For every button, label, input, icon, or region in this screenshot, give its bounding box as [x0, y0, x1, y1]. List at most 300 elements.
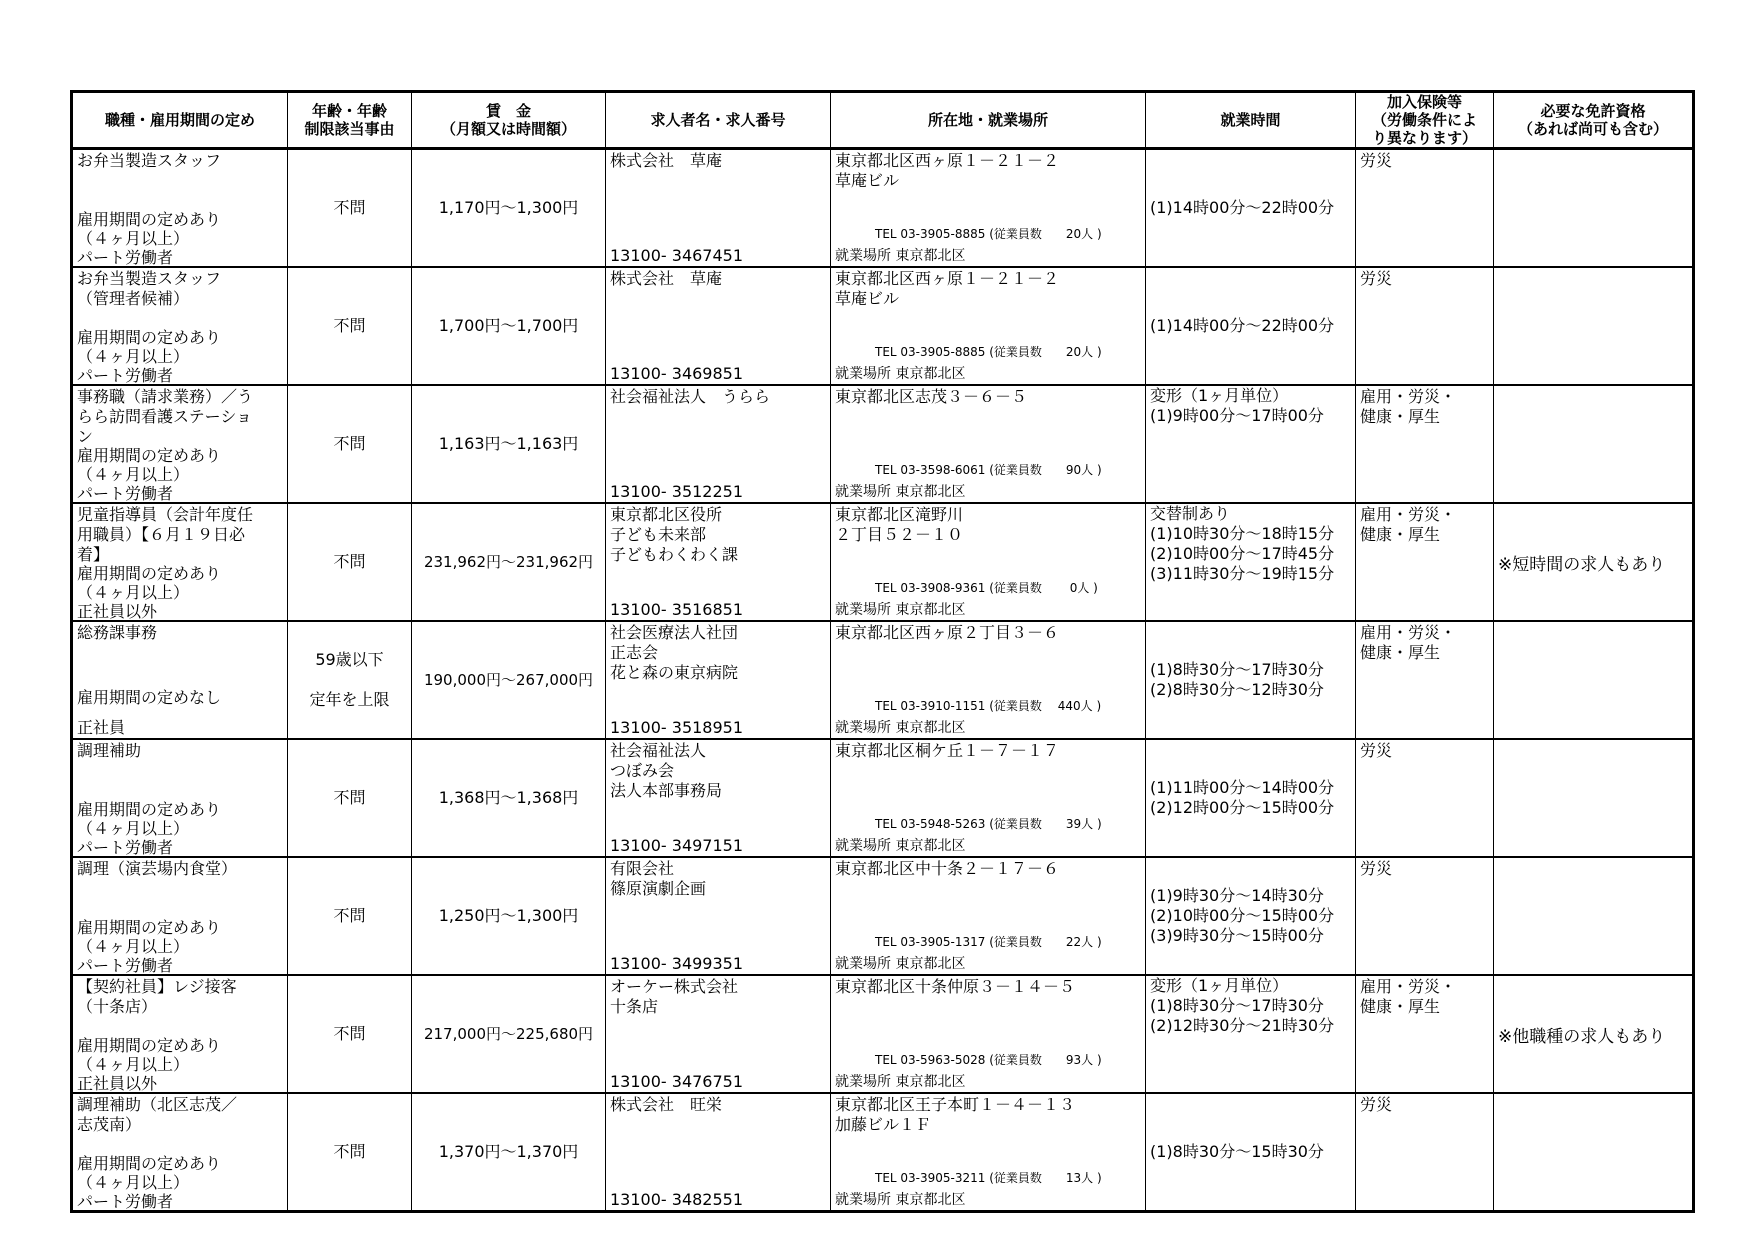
employer-name-line: 花と森の東京病院	[610, 663, 739, 682]
job-number: 13100- 3467451	[610, 246, 744, 265]
employment-period-line: 雇用期間の定めあり	[77, 1036, 222, 1055]
qualification-cell	[1494, 503, 1694, 621]
job-title	[77, 1095, 285, 1135]
job-title-cell	[72, 621, 288, 739]
wage	[412, 976, 605, 1092]
employment-period-line: 雇用期間の定めあり	[77, 328, 222, 347]
address	[835, 151, 1143, 191]
wage-cell	[412, 739, 606, 857]
phone-and-staff-count: TEL 03-3905-1317 (従業員数 22人 )	[875, 935, 1102, 949]
job-number: 13100- 3499351	[610, 954, 744, 973]
qualification-note	[1494, 150, 1692, 266]
employer-content	[606, 1094, 830, 1210]
employment-period	[77, 328, 221, 384]
workplace: 就業場所 東京都北区	[835, 956, 966, 972]
employer-name-line: 社会福祉法人 うらら	[610, 387, 771, 406]
age-cell	[288, 857, 412, 975]
qualification-note	[1494, 1094, 1692, 1210]
working-hours-line: (1)8時30分～17時30分	[1150, 660, 1324, 679]
workplace: 就業場所 東京都北区	[835, 366, 966, 382]
wage-value: 1,163円～1,163円	[438, 434, 579, 453]
working-hours	[1150, 386, 1353, 426]
address-line: ２丁目５２－１０	[835, 525, 964, 544]
location-cell	[831, 1093, 1146, 1212]
hours-content	[1146, 386, 1355, 502]
age-limit	[288, 858, 411, 974]
insurance	[1360, 387, 1491, 427]
job-row	[72, 621, 1694, 739]
age-limit-line: 不問	[333, 906, 366, 925]
job-title-line: 用職員）【６月１９日必	[77, 525, 246, 544]
age-limit-line: 定年を上限	[309, 690, 390, 709]
working-hours-line: 変形（1ヶ月単位）	[1150, 976, 1289, 995]
address-line: 加藤ビル１Ｆ	[835, 1115, 932, 1134]
workplace: 就業場所 東京都北区	[835, 602, 966, 618]
address	[835, 1095, 1143, 1135]
wage-value: 190,000円～267,000円	[423, 671, 594, 689]
qualification-note	[1494, 858, 1692, 974]
wage-cell	[412, 1093, 606, 1212]
wage-value: 1,170円～1,300円	[438, 198, 579, 217]
qualification-note	[1494, 740, 1692, 856]
insurance-content	[1356, 268, 1493, 384]
job-title-content	[73, 858, 287, 974]
job-title-line: （十条店）	[77, 997, 158, 1016]
header-label: 所在地・就業場所	[927, 111, 1048, 129]
employment-period	[77, 210, 221, 266]
header-label: り異なります）	[1371, 129, 1477, 147]
address	[835, 741, 1143, 761]
wage-value: 1,368円～1,368円	[438, 788, 579, 807]
job-number: 13100- 3497151	[610, 836, 744, 855]
job-title-line: 【契約社員】レジ接客	[77, 977, 237, 996]
job-number: 13100- 3512251	[610, 482, 744, 501]
working-hours	[1150, 858, 1353, 974]
employer-name-line: 篠原演劇企画	[610, 879, 707, 898]
insurance-cell	[1356, 621, 1494, 739]
qualification-cell	[1494, 149, 1694, 268]
qualification-cell	[1494, 267, 1694, 385]
employment-period	[77, 564, 221, 620]
employer-name-line: 十条店	[610, 997, 659, 1016]
working-hours	[1150, 622, 1353, 738]
hours-cell	[1146, 267, 1356, 385]
wage-cell	[412, 503, 606, 621]
employer-cell	[606, 267, 831, 385]
location-content	[831, 740, 1145, 856]
employer-content	[606, 740, 830, 856]
insurance-content	[1356, 858, 1493, 974]
wage	[412, 858, 605, 974]
employer-name	[610, 269, 828, 289]
phone-and-staff-count: TEL 03-3905-3211 (従業員数 13人 )	[875, 1171, 1102, 1185]
employer-cell	[606, 975, 831, 1093]
hours-content	[1146, 504, 1355, 620]
working-hours-line: (1)10時30分～18時15分	[1150, 524, 1335, 543]
employment-period: 雇用期間の定めなし	[77, 688, 222, 707]
job-title-line: らら訪問看護ステーショ	[77, 407, 253, 426]
location-content	[831, 622, 1145, 738]
insurance	[1360, 859, 1491, 879]
address-line: 東京都北区志茂３－６－５	[835, 387, 1028, 406]
employer-content	[606, 386, 830, 502]
job-title-cell	[72, 149, 288, 268]
location-cell	[831, 621, 1146, 739]
job-number: 13100- 3469851	[610, 364, 744, 383]
phone-and-staff-count: TEL 03-5948-5263 (従業員数 39人 )	[875, 817, 1102, 831]
employment-period-line: （４ヶ月以上）	[77, 583, 190, 602]
address-line: 東京都北区中十条２－１７－６	[835, 859, 1060, 878]
job-title-line: お弁当製造スタッフ	[77, 151, 222, 170]
job-title	[77, 505, 285, 565]
insurance-cell	[1356, 267, 1494, 385]
employer-content	[606, 976, 830, 1092]
job-row	[72, 385, 1694, 503]
insurance	[1360, 269, 1491, 289]
insurance-line: 雇用・労災・	[1360, 623, 1457, 642]
job-title-line: 総務課事務	[77, 623, 158, 642]
insurance-cell	[1356, 503, 1494, 621]
qualification-header	[1494, 92, 1694, 149]
job-title-cell	[72, 1093, 288, 1212]
qualification-note: ※他職種の求人もあり	[1498, 1026, 1666, 1047]
age-limit-line: 不問	[333, 1024, 366, 1043]
employment-period-line: 雇用期間の定めあり	[77, 446, 222, 465]
age-limit	[288, 740, 411, 856]
location-cell	[831, 267, 1146, 385]
working-hours	[1150, 150, 1353, 266]
job-title-cell	[72, 739, 288, 857]
address	[835, 505, 1143, 545]
employer-name	[610, 859, 828, 899]
job-title-content	[73, 386, 287, 502]
job-row	[72, 503, 1694, 621]
employment-period-line: パート労働者	[77, 1192, 174, 1210]
employment-type: 正社員	[77, 718, 126, 737]
employer-name-line: オーケー株式会社	[610, 977, 739, 996]
location-content	[831, 268, 1145, 384]
location-content	[831, 150, 1145, 266]
working-hours	[1150, 976, 1353, 1036]
wage	[412, 740, 605, 856]
address-line: 東京都北区西ヶ原１－２１－２	[835, 269, 1060, 288]
wage	[412, 504, 605, 620]
hours-content	[1146, 976, 1355, 1092]
header-label: （あれば尚可も含む）	[1517, 120, 1668, 138]
wage-cell	[412, 267, 606, 385]
hours-header	[1146, 92, 1356, 149]
hours-cell	[1146, 975, 1356, 1093]
working-hours-line: (1)8時30分～15時30分	[1150, 1142, 1324, 1161]
employment-period-line: 雇用期間の定めあり	[77, 1154, 222, 1173]
hours-cell	[1146, 857, 1356, 975]
hours-content	[1146, 740, 1355, 856]
hours-content	[1146, 622, 1355, 738]
age-limit-line: 不問	[333, 316, 366, 335]
working-hours	[1150, 740, 1353, 856]
job-number: 13100- 3516851	[610, 600, 744, 619]
insurance-line: 健康・厚生	[1360, 525, 1441, 544]
wage-cell	[412, 857, 606, 975]
location-cell	[831, 857, 1146, 975]
working-hours-line: (2)10時00分～17時45分	[1150, 544, 1335, 563]
employer-name-line: 株式会社 草庵	[610, 269, 723, 288]
qualification-cell	[1494, 857, 1694, 975]
job-number: 13100- 3476751	[610, 1072, 744, 1091]
insurance-line: 労災	[1360, 1095, 1393, 1114]
employment-period-line: （４ヶ月以上）	[77, 229, 190, 248]
insurance-line: 健康・厚生	[1360, 407, 1441, 426]
hours-content	[1146, 1094, 1355, 1210]
job-title-cell	[72, 267, 288, 385]
age-limit-line: 不問	[333, 1142, 366, 1161]
location-content	[831, 1094, 1145, 1210]
working-hours-line: (2)12時00分～15時00分	[1150, 798, 1335, 817]
job-title-cell	[72, 857, 288, 975]
location-cell	[831, 503, 1146, 621]
insurance-cell	[1356, 975, 1494, 1093]
job-row	[72, 149, 1694, 268]
address-line: 草庵ビル	[835, 289, 900, 308]
age-limit	[288, 1094, 411, 1210]
insurance	[1360, 505, 1491, 545]
job-title-line: ン	[77, 427, 94, 446]
address-line: 東京都北区滝野川	[835, 505, 964, 524]
job-title-line: お弁当製造スタッフ	[77, 269, 222, 288]
working-hours-line: (2)8時30分～12時30分	[1150, 680, 1324, 699]
employment-period-line: （４ヶ月以上）	[77, 937, 190, 956]
header-row	[72, 92, 1694, 149]
employment-period-line: 正社員以外	[77, 1074, 158, 1092]
address-line: 東京都北区十条仲原３－１４－５	[835, 977, 1076, 996]
job-title-line: 調理補助	[77, 741, 142, 760]
location-content	[831, 386, 1145, 502]
working-hours-line: (1)11時00分～14時00分	[1150, 778, 1335, 797]
wage-value: 217,000円～225,680円	[423, 1025, 594, 1043]
header-label: 制限該当事由	[304, 120, 395, 138]
job-title-header	[72, 92, 288, 149]
header-label: 職種・雇用期間の定め	[104, 111, 255, 129]
hours-cell	[1146, 385, 1356, 503]
employer-name-line: 正志会	[610, 643, 659, 662]
working-hours-line: (3)11時30分～19時15分	[1150, 564, 1335, 583]
phone-and-staff-count: TEL 03-3908-9361 (従業員数 0人 )	[875, 581, 1098, 595]
age-header	[288, 92, 412, 149]
employer-content	[606, 858, 830, 974]
address-line: 東京都北区西ヶ原１－２１－２	[835, 151, 1060, 170]
employment-period	[77, 446, 221, 502]
insurance-content	[1356, 386, 1493, 502]
age-cell	[288, 503, 412, 621]
job-title-line: 事務職（請求業務）／う	[77, 387, 254, 406]
workplace: 就業場所 東京都北区	[835, 248, 966, 264]
address	[835, 387, 1143, 407]
insurance	[1360, 1095, 1491, 1115]
employer-name-line: つぼみ会	[610, 761, 675, 780]
age-cell	[288, 267, 412, 385]
qualification-note	[1494, 386, 1692, 502]
employment-period-line: （４ヶ月以上）	[77, 1055, 190, 1074]
header-label: （労働条件によ	[1371, 111, 1477, 129]
employment-period-line: 雇用期間の定めあり	[77, 918, 222, 937]
employment-period	[77, 1154, 221, 1210]
job-title-content	[73, 504, 287, 620]
wage-value: 1,250円～1,300円	[438, 906, 579, 925]
employer-cell	[606, 739, 831, 857]
insurance-line: 雇用・労災・	[1360, 387, 1457, 406]
age-cell	[288, 385, 412, 503]
insurance-line: 雇用・労災・	[1360, 977, 1457, 996]
employer-name	[610, 505, 828, 565]
address	[835, 859, 1143, 879]
job-title-content	[73, 740, 287, 856]
working-hours-line: (1)8時30分～17時30分	[1150, 996, 1324, 1015]
workplace: 就業場所 東京都北区	[835, 484, 966, 500]
location-header	[831, 92, 1146, 149]
employment-period-line: 雇用期間の定めあり	[77, 564, 222, 583]
job-title-content	[73, 622, 287, 738]
employment-period-line: （４ヶ月以上）	[77, 1173, 190, 1192]
employer-name-line: 子どもわくわく課	[610, 545, 739, 564]
qualification-cell	[1494, 739, 1694, 857]
employment-period	[77, 1036, 221, 1092]
insurance-line: 労災	[1360, 151, 1393, 170]
qualification-cell	[1494, 1093, 1694, 1212]
employer-cell	[606, 149, 831, 268]
address-line: 東京都北区西ヶ原２丁目３－６	[835, 623, 1060, 642]
insurance-cell	[1356, 1093, 1494, 1212]
location-cell	[831, 975, 1146, 1093]
job-title-line: 志茂南）	[77, 1115, 142, 1134]
job-title-cell	[72, 975, 288, 1093]
age-cell	[288, 621, 412, 739]
qualification-note: ※短時間の求人もあり	[1498, 554, 1666, 575]
hours-content	[1146, 150, 1355, 266]
address-line: 東京都北区王子本町１－４－１３	[835, 1095, 1076, 1114]
location-content	[831, 976, 1145, 1092]
job-listing-table	[70, 90, 1695, 1213]
employer-cell	[606, 385, 831, 503]
job-title-line: 着】	[77, 545, 110, 564]
employer-cell	[606, 621, 831, 739]
header-label: 必要な免許資格	[1540, 102, 1646, 120]
job-row	[72, 739, 1694, 857]
job-title-line: 児童指導員（会計年度任	[77, 505, 254, 524]
insurance-line: 労災	[1360, 269, 1393, 288]
age-limit-line: 不問	[333, 552, 366, 571]
qualification-cell	[1494, 621, 1694, 739]
employer-header	[606, 92, 831, 149]
insurance	[1360, 151, 1491, 171]
phone-and-staff-count: TEL 03-3598-6061 (従業員数 90人 )	[875, 463, 1102, 477]
phone-and-staff-count: TEL 03-3910-1151 (従業員数 440人 )	[875, 699, 1102, 713]
job-title	[77, 859, 285, 879]
workplace: 就業場所 東京都北区	[835, 838, 966, 854]
job-title-line: 調理補助（北区志茂／	[77, 1095, 238, 1114]
location-content	[831, 858, 1145, 974]
address-line: 東京都北区桐ケ丘１－７－１７	[835, 741, 1060, 760]
address	[835, 977, 1143, 997]
job-title-cell	[72, 503, 288, 621]
employment-period-line: パート労働者	[77, 248, 174, 266]
job-title-content	[73, 268, 287, 384]
address-line: 草庵ビル	[835, 171, 900, 190]
employer-name-line: 東京都北区役所	[610, 505, 723, 524]
workplace: 就業場所 東京都北区	[835, 1192, 966, 1208]
job-title-line: （管理者候補）	[77, 289, 190, 308]
insurance-cell	[1356, 739, 1494, 857]
working-hours-line: (2)12時30分～21時30分	[1150, 1016, 1335, 1035]
employer-content	[606, 504, 830, 620]
hours-cell	[1146, 503, 1356, 621]
phone-and-staff-count: TEL 03-5963-5028 (従業員数 93人 )	[875, 1053, 1102, 1067]
job-title-cell	[72, 385, 288, 503]
employment-period-line: 正社員以外	[77, 602, 158, 620]
age-limit-line: 不問	[333, 788, 366, 807]
insurance-line: 健康・厚生	[1360, 643, 1441, 662]
hours-content	[1146, 268, 1355, 384]
insurance-content	[1356, 976, 1493, 1092]
insurance-content	[1356, 622, 1493, 738]
working-hours-line: (2)10時00分～15時00分	[1150, 906, 1335, 925]
working-hours	[1150, 1094, 1353, 1210]
employer-name	[610, 151, 828, 171]
wage	[412, 150, 605, 266]
employment-period-line: 雇用期間の定めあり	[77, 800, 222, 819]
job-title-content	[73, 150, 287, 266]
employer-name	[610, 977, 828, 1017]
job-title-content	[73, 976, 287, 1092]
insurance-content	[1356, 504, 1493, 620]
employer-name-line: 社会医療法人社団	[610, 623, 739, 642]
workplace: 就業場所 東京都北区	[835, 1074, 966, 1090]
job-rows	[72, 149, 1694, 1212]
insurance-line: 労災	[1360, 741, 1393, 760]
wage	[412, 622, 605, 738]
header-label: 賃 金	[485, 102, 531, 120]
working-hours-line: (1)14時00分～22時00分	[1150, 316, 1335, 335]
wage-cell	[412, 149, 606, 268]
wage	[412, 386, 605, 502]
employment-period-line: パート労働者	[77, 956, 174, 974]
job-number: 13100- 3482551	[610, 1190, 744, 1209]
age-limit-line: 59歳以下	[315, 650, 384, 669]
job-title-content	[73, 1094, 287, 1210]
wage-cell	[412, 975, 606, 1093]
job-row	[72, 1093, 1694, 1212]
job-number: 13100- 3518951	[610, 718, 744, 737]
job-title	[77, 741, 285, 761]
qualification-cell	[1494, 385, 1694, 503]
hours-cell	[1146, 621, 1356, 739]
address	[835, 623, 1143, 643]
working-hours-line: (1)14時00分～22時00分	[1150, 198, 1335, 217]
age-limit	[288, 268, 411, 384]
phone-and-staff-count: TEL 03-3905-8885 (従業員数 20人 )	[875, 227, 1102, 241]
insurance-content	[1356, 740, 1493, 856]
job-row	[72, 857, 1694, 975]
age-limit	[288, 386, 411, 502]
working-hours	[1150, 504, 1353, 584]
insurance-cell	[1356, 149, 1494, 268]
employer-name-line: 社会福祉法人	[610, 741, 707, 760]
qualification-cell	[1494, 975, 1694, 1093]
insurance	[1360, 623, 1491, 663]
wage-cell	[412, 621, 606, 739]
age-cell	[288, 149, 412, 268]
header-label: （月額又は時間額）	[440, 120, 576, 138]
job-title	[77, 977, 285, 1017]
